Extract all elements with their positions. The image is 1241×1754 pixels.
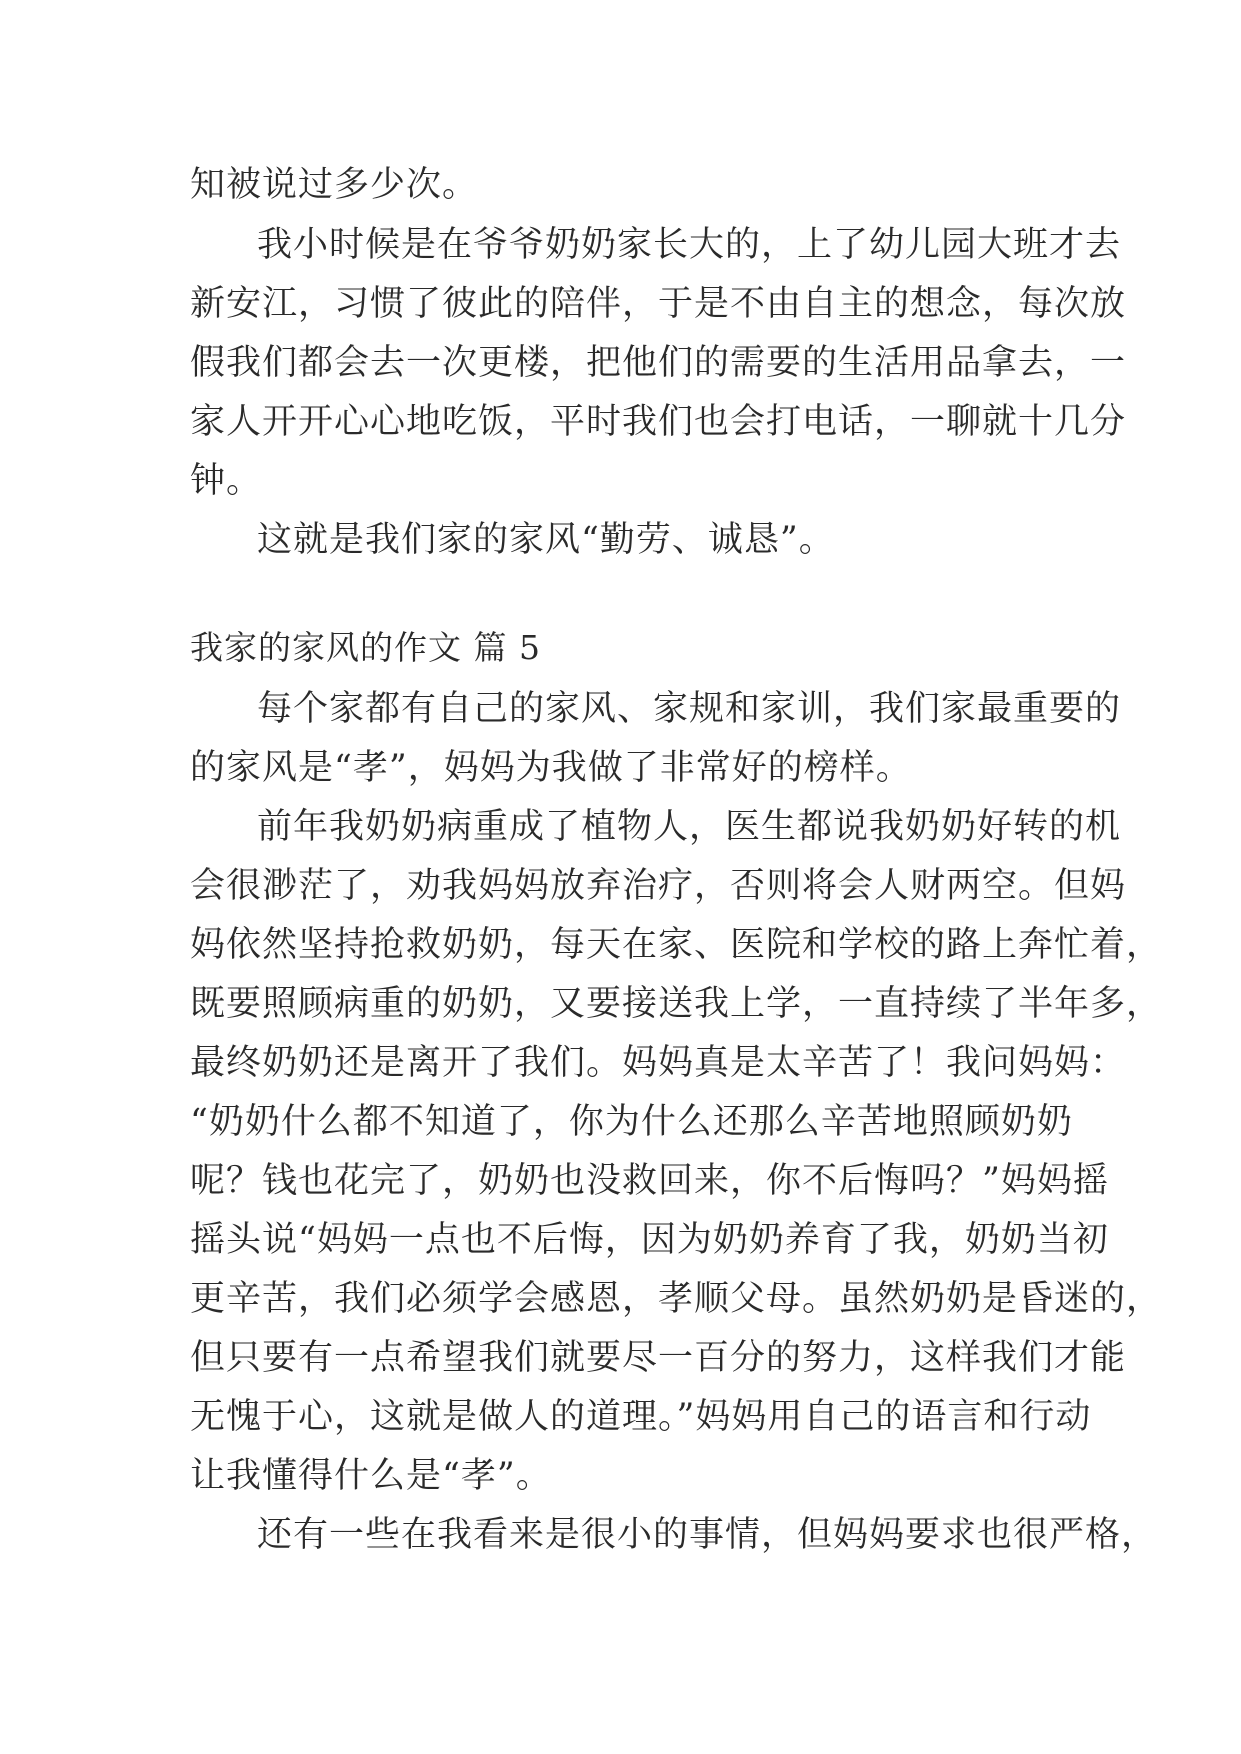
paragraph-line: 假我们都会去一次更楼，把他们的需要的生活用品拿去，一 <box>190 343 1127 383</box>
paragraph-line: 我小时候是在爷爷奶奶家长大的，上了幼儿园大班才去 <box>257 225 1122 265</box>
paragraph-line: 还有一些在我看来是很小的事情，但妈妈要求也很严格， <box>257 1515 1158 1555</box>
paragraph-line: 无愧于心，这就是做人的道理。”妈妈用自己的语言和行动 <box>190 1397 1092 1437</box>
paragraph-line: 前年我奶奶病重成了植物人，医生都说我奶奶好转的机 <box>257 807 1122 847</box>
paragraph-line: “奶奶什么都不知道了，你为什么还那么辛苦地照顾奶奶 <box>190 1102 1073 1142</box>
paragraph-line: 妈依然坚持抢救奶奶，每天在家、医院和学校的路上奔忙着， <box>190 925 1163 965</box>
paragraph-line: 的家风是“孝”，妈妈为我做了非常好的榜样。 <box>190 748 912 788</box>
paragraph-line: 家人开开心心地吃饭，平时我们也会打电话，一聊就十几分 <box>190 402 1127 442</box>
paragraph-line: 摇头说“妈妈一点也不后悔，因为奶奶养育了我，奶奶当初 <box>190 1220 1109 1260</box>
paragraph-line: 更辛苦，我们必须学会感恩，孝顺父母。虽然奶奶是昏迷的， <box>190 1279 1163 1319</box>
paragraph-line: 钟。 <box>190 461 263 501</box>
paragraph-line: 这就是我们家的家风“勤劳、诚恳”。 <box>257 520 835 560</box>
paragraph-line: 会很渺茫了，劝我妈妈放弃治疗，否则将会人财两空。但妈 <box>190 866 1127 906</box>
section-heading: 我家的家风的作文 篇 5 <box>190 628 541 667</box>
paragraph-line: 知被说过多少次。 <box>190 165 479 205</box>
paragraph-line: 但只要有一点希望我们就要尽一百分的努力，这样我们才能 <box>190 1338 1127 1378</box>
paragraph-line: 让我懂得什么是“孝”。 <box>190 1456 552 1496</box>
paragraph-line: 新安江，习惯了彼此的陪伴，于是不由自主的想念，每次放 <box>190 284 1127 324</box>
paragraph-line: 呢？钱也花完了，奶奶也没救回来，你不后悔吗？”妈妈摇 <box>190 1161 1109 1201</box>
paragraph-line: 每个家都有自己的家风、家规和家训，我们家最重要的 <box>257 689 1122 729</box>
paragraph-line: 既要照顾病重的奶奶，又要接送我上学，一直持续了半年多， <box>190 984 1163 1024</box>
paragraph-line: 最终奶奶还是离开了我们。妈妈真是太辛苦了！我问妈妈： <box>190 1043 1127 1083</box>
